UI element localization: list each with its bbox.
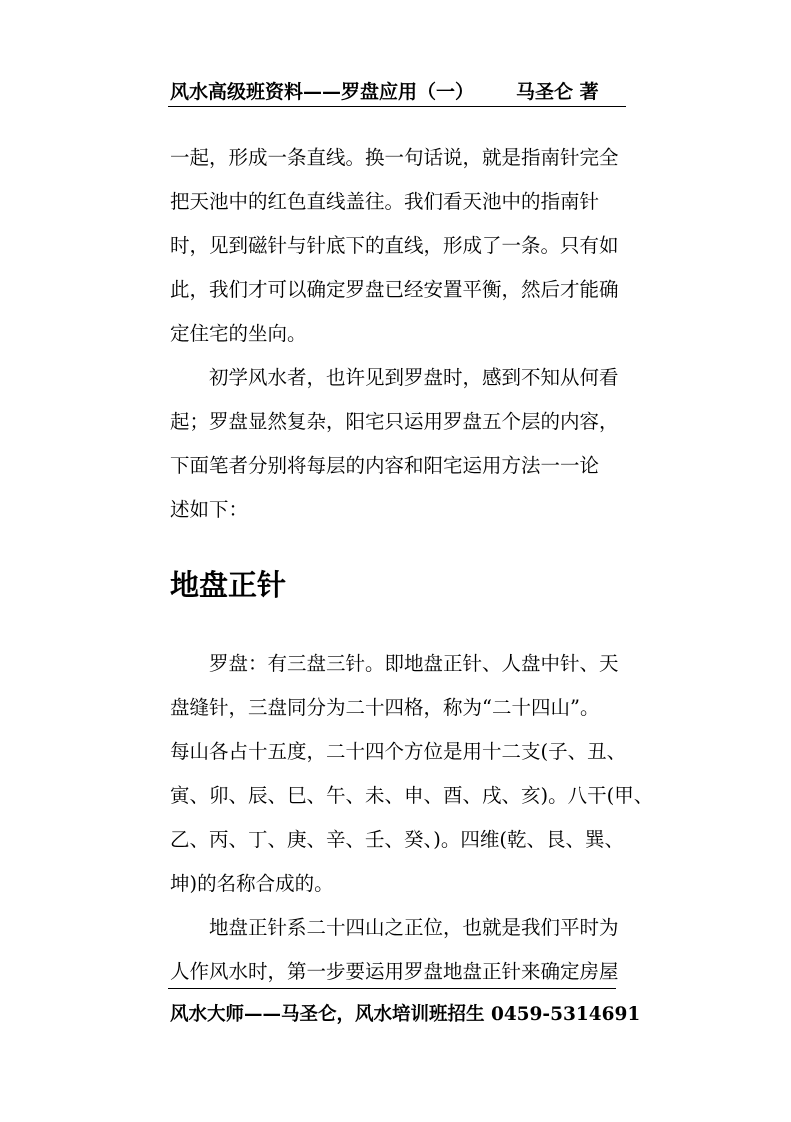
text-line: 坤)的名称合成的。: [170, 872, 334, 895]
text-line: 时，见到磁针与针底下的直线，形成了一条。只有如: [170, 234, 619, 257]
text-line: 乙、丙、丁、庚、辛、壬、癸、)。四维(乾、艮、巽、: [170, 828, 624, 851]
paragraph-2: [170, 356, 628, 532]
page-footer: 风水大师——马圣仑，风水培训班招生 0459-5314691: [170, 1004, 641, 1025]
paragraph-3: [170, 642, 654, 906]
text-line: 地盘正针系二十四山之正位，也就是我们平时为: [209, 916, 619, 939]
text-line: 一起，形成一条直线。换一句话说，就是指南针完全: [170, 146, 619, 169]
text-line: 每山各占十五度，二十四个方位是用十二支(子、丑、: [170, 740, 627, 763]
text-line: 把天池中的红色直线盖往。我们看天池中的指南针: [170, 190, 600, 213]
page-header: [168, 78, 626, 107]
text-line: 定住宅的坐向。: [170, 322, 307, 345]
text-line: 人作风水时，第一步要运用罗盘地盘正针来确定房屋: [170, 960, 619, 983]
section-heading: 地盘正针: [170, 568, 287, 602]
paragraph-4: [170, 906, 628, 994]
header-author: 马圣仑 著: [516, 81, 599, 103]
text-line: 罗盘：有三盘三针。即地盘正针、人盘中针、天: [209, 652, 619, 675]
text-line: 述如下：: [170, 498, 249, 521]
text-line: 初学风水者，也许见到罗盘时，感到不知从何看: [209, 366, 619, 389]
header-title: 风水高级班资料——罗盘应用（一）: [170, 81, 475, 103]
text-line: 盘缝针，三盘同分为二十四格，称为“二十四山”。: [170, 696, 600, 719]
text-line: 起；罗盘显然复杂，阳宅只运用罗盘五个层的内容，: [170, 410, 619, 433]
text-line: 下面笔者分别将每层的内容和阳宅运用方法一一论: [170, 454, 600, 477]
text-line: 寅、卯、辰、巳、午、未、申、酉、戌、亥)。八干(甲、: [170, 784, 654, 807]
footer-divider: [168, 988, 616, 989]
text-line: 此，我们才可以确定罗盘已经安置平衡，然后才能确: [170, 278, 619, 301]
paragraph-1: [170, 136, 628, 356]
